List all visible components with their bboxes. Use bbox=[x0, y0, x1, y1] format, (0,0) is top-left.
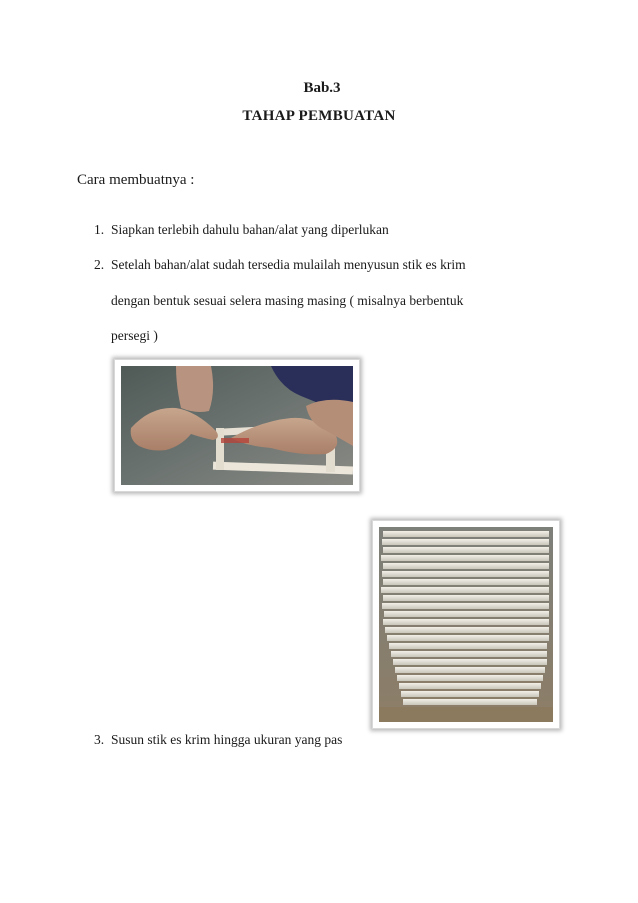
photo-hands-assembling-sticks bbox=[114, 359, 360, 492]
step-text: Siapkan terlebih dahulu bahan/alat yang diperlukan bbox=[111, 222, 389, 237]
step-text: Setelah bahan/alat sudah tersedia mulailah menyusun stik es krim bbox=[111, 257, 466, 272]
step-text-continuation: dengan bentuk sesuai selera masing masing ( misalnya berbentuk bbox=[111, 293, 464, 308]
chapter-title: TAHAP PEMBUATAN bbox=[242, 108, 396, 124]
step-number: 2. bbox=[94, 257, 105, 272]
step-text: Susun stik es krim hingga ukuran yang pas bbox=[111, 732, 343, 747]
intro-text: Cara membuatnya : bbox=[77, 172, 195, 188]
step-number: 3. bbox=[94, 732, 105, 747]
step-text-continuation: persegi ) bbox=[111, 328, 158, 343]
chapter-heading: Bab.3 bbox=[303, 80, 341, 96]
photo-stack-image bbox=[379, 527, 553, 722]
photo-hands-image bbox=[121, 366, 353, 485]
photo-stacked-sticks bbox=[372, 520, 560, 729]
step-number: 1. bbox=[94, 222, 105, 237]
